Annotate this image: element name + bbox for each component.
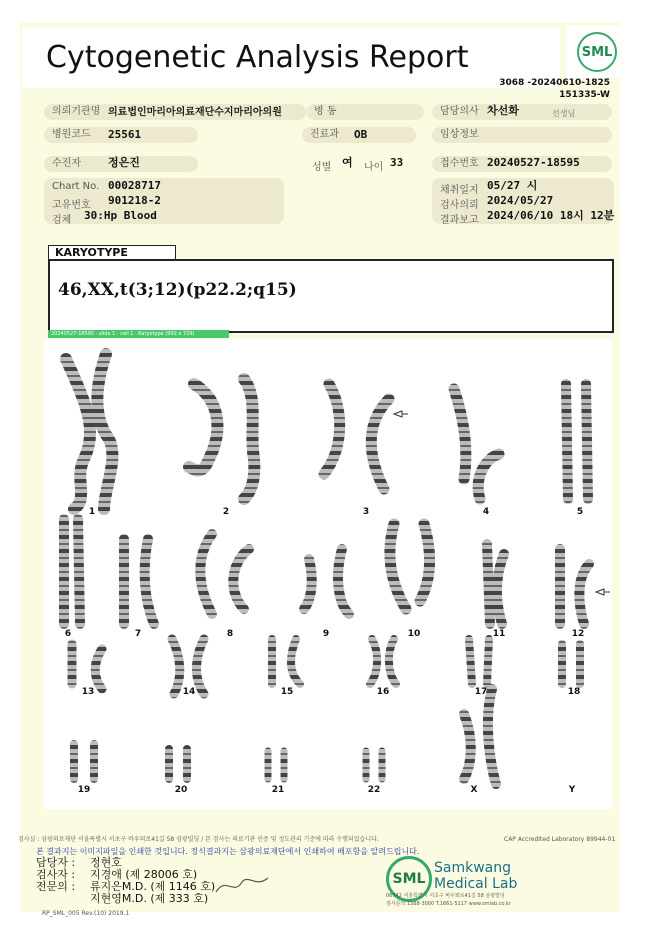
specimen-value: 30:Hp Blood bbox=[84, 209, 157, 222]
tester-label: 검사자 : bbox=[36, 868, 76, 881]
chromosome-1b bbox=[97, 354, 112, 509]
chromosome-label-8: 8 bbox=[226, 629, 234, 639]
footer-sml-logo: SML bbox=[386, 856, 432, 902]
chromosome-4b bbox=[478, 454, 499, 499]
result-label: 결과보고 bbox=[440, 215, 479, 226]
chromosome-label-9: 9 bbox=[322, 629, 330, 639]
chromosome-3b bbox=[371, 399, 389, 489]
request-label: 검사의뢰 bbox=[440, 200, 479, 211]
chart-label: Chart No. bbox=[52, 181, 100, 192]
age-label: 나이 bbox=[364, 162, 384, 173]
specialist-value-1: 류지은M.D. (제 1146 호) bbox=[90, 880, 216, 893]
footer-small-left: 검사실 : 삼광의료재단 서울특별시 서초구 바우뫼로41길 58 삼광빌딩 / 본 검사는 의료기관 인증 및 정도관리 기준에 따라 수행되었습니다. bbox=[18, 836, 379, 843]
chromosome-label-3: 3 bbox=[362, 507, 370, 517]
chromosome-label-15: 15 bbox=[280, 687, 294, 697]
chromosome-label-6: 6 bbox=[64, 629, 72, 639]
chromosome-label-18: 18 bbox=[567, 687, 581, 697]
chromosome-4a bbox=[454, 389, 466, 479]
receipt-label: 접수번호 bbox=[432, 156, 612, 172]
karyogram-drawing bbox=[44, 339, 612, 809]
karyotype-result: 46,XX,t(3;12)(p22.2;q15) bbox=[58, 280, 297, 300]
specimen-label: 검체 bbox=[52, 215, 72, 226]
dept-value: OB bbox=[354, 128, 368, 141]
chromosome-label-10: 10 bbox=[407, 629, 421, 639]
chromosome-label-20: 20 bbox=[174, 785, 188, 795]
age-value: 33 bbox=[390, 156, 404, 169]
chromosome-label-4: 4 bbox=[482, 507, 490, 517]
chromosome-5a bbox=[566, 384, 568, 499]
req-inst-value: 의료법인마리아의료재단수지마리아의원 bbox=[108, 107, 282, 118]
chromosome-9a bbox=[304, 559, 312, 609]
chromosome-label-22: 22 bbox=[367, 785, 381, 795]
karyogram-image bbox=[44, 339, 612, 809]
footer-note: 본 결과지는 이미지파일을 인쇄한 것입니다. 정식결과지는 삼광의료재단에서 인쇄하여 배포함을 알려드립니다. bbox=[36, 847, 420, 856]
chromosome-label-13: 13 bbox=[81, 687, 95, 697]
chromosome-5b bbox=[586, 384, 588, 499]
collect-value: 05/27 시 bbox=[487, 179, 538, 192]
report-id-line2: 151335-W bbox=[559, 90, 610, 100]
chromosome-label-7: 7 bbox=[134, 629, 142, 639]
chromosome-2b bbox=[244, 379, 254, 499]
chromosome-label-21: 21 bbox=[271, 785, 285, 795]
chromosome-label-17: 17 bbox=[474, 687, 488, 697]
chromosome-17a bbox=[469, 639, 472, 684]
chromosome-17b bbox=[487, 639, 489, 684]
chromosome-label-2: 2 bbox=[222, 507, 230, 517]
manager-label: 담당자 : bbox=[36, 856, 76, 869]
chromosome-12b bbox=[579, 564, 589, 624]
specialist-label: 전문의 : bbox=[36, 880, 76, 893]
sml-logo: SML bbox=[577, 32, 617, 72]
signature-mark bbox=[212, 866, 272, 900]
ward-label: 병 동 bbox=[306, 104, 424, 120]
receipt-value: 20240527-18595 bbox=[487, 156, 580, 169]
hosp-code-value: 25561 bbox=[108, 128, 142, 141]
chromosome-3a bbox=[324, 384, 340, 474]
chromosome-label-19: 19 bbox=[77, 785, 91, 795]
chromosome-11b bbox=[497, 554, 504, 624]
chromosome-label-16: 16 bbox=[376, 687, 390, 697]
chromosome-8a bbox=[200, 534, 212, 614]
chromosome-13b bbox=[95, 649, 102, 689]
chromosome-1a bbox=[66, 359, 90, 509]
chromosome-16b bbox=[389, 639, 396, 684]
sex-label: 성별 bbox=[312, 162, 332, 173]
specialist-value-2: 지현영M.D. (제 333 호) bbox=[90, 892, 209, 905]
chromosome-10a bbox=[390, 524, 406, 609]
doctor-label: 담당의사 bbox=[432, 104, 612, 120]
chromosome-11a bbox=[487, 544, 490, 624]
id-label: 고유번호 bbox=[52, 200, 91, 211]
clinical-label: 임상정보 bbox=[432, 127, 612, 143]
sex-value: 여 bbox=[342, 156, 353, 169]
chromosome-7b bbox=[145, 539, 154, 624]
chromosome-label-y: Y bbox=[568, 785, 576, 795]
chromosome-xb bbox=[488, 689, 496, 784]
chromosome-label-11: 11 bbox=[492, 629, 506, 639]
tester-value: 지경애 (제 28006 호) bbox=[90, 868, 198, 881]
report-title: Cytogenetic Analysis Report bbox=[46, 40, 469, 75]
manager-value: 정현호 bbox=[90, 856, 122, 869]
chromosome-6b bbox=[78, 519, 80, 624]
request-value: 2024/05/27 bbox=[487, 194, 554, 207]
chart-value: 00028717 bbox=[108, 179, 161, 192]
collect-label: 채취일지 bbox=[440, 185, 479, 196]
chromosome-label-x: X bbox=[470, 785, 478, 795]
company-name bbox=[434, 860, 517, 892]
chromosome-15b bbox=[291, 639, 300, 684]
patient-label: 수진자 bbox=[44, 156, 198, 172]
chromosome-label-12: 12 bbox=[571, 629, 585, 639]
chromosome-8b bbox=[233, 549, 249, 609]
karyotype-image-caption: 20240527-18595 · slide 1 · cell 1 · Karyotype (992 x 729) bbox=[48, 330, 229, 338]
company-name-line2: Medical Lab bbox=[434, 876, 518, 892]
dept-label: 진료과 bbox=[302, 127, 416, 143]
chromosome-label-5: 5 bbox=[576, 507, 584, 517]
chromosome-2a bbox=[189, 384, 217, 471]
company-address bbox=[386, 892, 511, 908]
chromosome-label-14: 14 bbox=[182, 687, 196, 697]
report-id bbox=[470, 77, 610, 101]
result-value: 2024/06/10 18시 12분 bbox=[487, 209, 615, 222]
report-id-line1: 3068 -20240610-1825 bbox=[499, 78, 610, 88]
req-inst-label: 의뢰기관명 bbox=[44, 104, 306, 120]
form-code: RP_SML_005 Rev.(10) 2019.1 bbox=[42, 910, 130, 917]
address-line: 06742 서울특별시 서초구 바우뫼로41길 58 삼광빌딩 bbox=[386, 893, 505, 899]
chromosome-9b bbox=[338, 549, 349, 614]
hosp-code-label: 병원코드 bbox=[44, 127, 198, 143]
chromosome-14a bbox=[172, 639, 180, 694]
doctor-suffix: 선생님 bbox=[552, 109, 576, 118]
chromosome-14b bbox=[197, 639, 205, 694]
id-value: 901218-2 bbox=[108, 194, 161, 207]
chromosome-16a bbox=[370, 639, 377, 684]
footer-small-right: CAP Accredited Laboratory 89944-01 bbox=[504, 836, 616, 843]
chromosome-10b bbox=[420, 524, 430, 601]
chromosome-label-1: 1 bbox=[88, 507, 96, 517]
translocation-arrow-12 bbox=[596, 589, 610, 595]
company-name-line1: Samkwang bbox=[434, 860, 511, 876]
doctor-value: 차선화 bbox=[487, 104, 519, 117]
chromosome-xa bbox=[464, 714, 471, 779]
karyotype-tab: KARYOTYPE bbox=[48, 245, 176, 261]
translocation-arrow-3 bbox=[394, 411, 408, 417]
contact-line: 검사문의 1588-3000 T.1661-5117 www.smlab.co.kr bbox=[386, 901, 511, 907]
patient-value: 정은진 bbox=[108, 156, 140, 169]
